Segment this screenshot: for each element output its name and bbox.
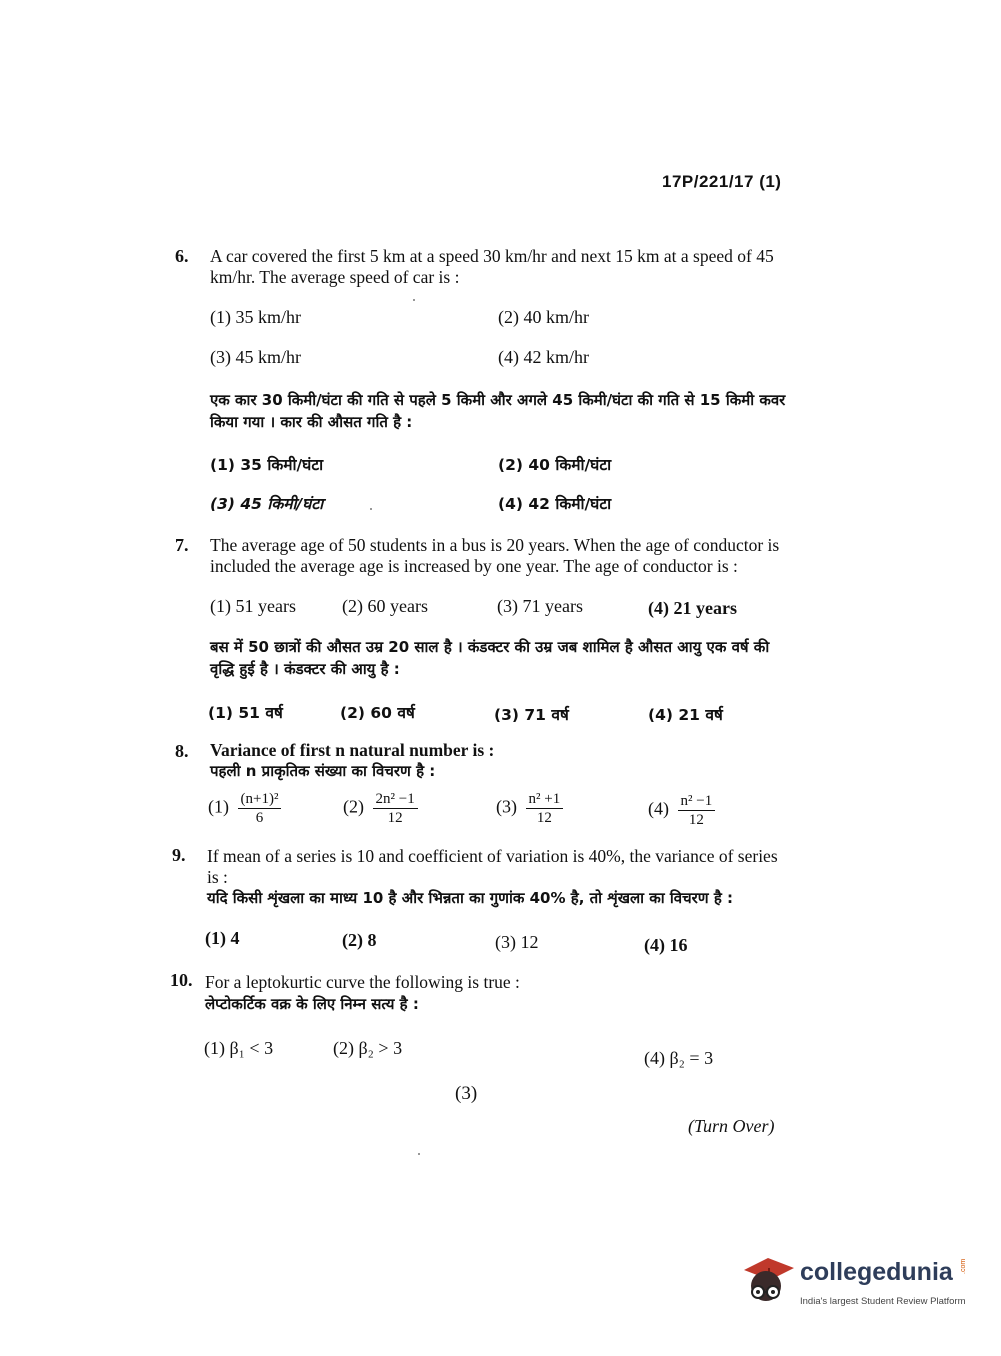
question-8-option-1 (208, 790, 281, 827)
question-8-option-4 (648, 792, 715, 829)
logo-wordmark: collegedunia (800, 1258, 953, 1286)
question-6-text-hi: एक कार 30 किमी/घंटा की गति से पहले 5 किमी और अगले 45 किमी/घंटा की गति से 15 किमी कवर किया गया । कार की औसत गति है : (210, 391, 786, 431)
option-label: (1) (208, 796, 229, 817)
question-10-option-2: (2) β₂ > 3 (333, 1038, 403, 1058)
question-9-option-4: (4) 16 (644, 935, 688, 955)
question-7-option-hi-1: (1) 51 वर्ष (208, 704, 283, 722)
scan-speck (370, 508, 372, 510)
question-7-option-1: (1) 51 years (210, 596, 296, 616)
question-9-option-3: (3) 12 (495, 932, 539, 952)
page-number: (3) (455, 1083, 478, 1104)
question-6-option-3: (3) 45 km/hr (210, 347, 301, 367)
denominator: 12 (536, 810, 552, 826)
collegedunia-logo[interactable] (738, 1248, 970, 1316)
logo-mascot-icon (738, 1248, 798, 1312)
option-label: (3) (496, 796, 517, 817)
question-9-text-en: If mean of a series is 10 and coefficient of variation is 40%, the variance of series is : (207, 846, 778, 887)
question-9-text-hi: यदि किसी शृंखला का माध्य 10 है और भिन्नता का गुणांक 40% है, तो शृंखला का विचरण है : (207, 889, 734, 907)
fraction (238, 790, 282, 827)
fraction (373, 790, 418, 827)
question-7-text-hi: बस में 50 छात्रों की औसत उम्र 20 साल है । कंडक्टर की उम्र जब शामिल है औसत आयु एक वर्ष की वृद्धि हुई है । कंडक्टर की आयु है : (210, 638, 770, 678)
question-8-number: 8. (175, 741, 189, 761)
question-6-option-hi-4: (4) 42 किमी/घंटा (498, 495, 612, 513)
question-10-option-4: (4) β₂ = 3 (644, 1048, 714, 1068)
question-7-option-hi-2: (2) 60 वर्ष (340, 704, 415, 722)
scan-speck (413, 299, 415, 301)
question-9-option-1: (1) 4 (205, 928, 240, 948)
question-7-option-hi-4: (4) 21 वर्ष (648, 706, 723, 724)
fraction (678, 792, 716, 829)
numerator: 2n² −1 (373, 790, 418, 809)
question-10-text-hi: लेप्टोकर्टिक वक्र के लिए निम्न सत्य है : (205, 995, 419, 1013)
logo-tagline: India's largest Student Review Platform (800, 1296, 966, 1307)
question-7-option-2: (2) 60 years (342, 596, 428, 616)
question-10-option-1: (1) β₁ < 3 (204, 1038, 274, 1058)
logo-com: .com (960, 1258, 967, 1274)
question-10-text-en: For a leptokurtic curve the following is true : (205, 972, 520, 992)
question-6-option-hi-1: (1) 35 किमी/घंटा (210, 456, 324, 474)
question-10-number: 10. (170, 970, 193, 990)
scan-speck (418, 1153, 420, 1155)
question-9-option-2: (2) 8 (342, 930, 377, 950)
paper-code: 17P/221/17 (1) (662, 172, 782, 191)
question-8-text-hi: पहली n प्राकृतिक संख्या का विचरण है : (210, 762, 436, 780)
option-label: (2) (343, 796, 364, 817)
question-6-text-en: A car covered the first 5 km at a speed 30 km/hr and next 15 km at a speed of 45 km/hr. The average speed of car is : (210, 246, 774, 287)
denominator: 6 (255, 810, 264, 826)
question-8-option-3 (496, 790, 563, 827)
question-8-option-2 (343, 790, 418, 827)
question-6-number: 6. (175, 246, 189, 266)
question-6-option-2: (2) 40 km/hr (498, 307, 589, 327)
denominator: 12 (387, 810, 403, 826)
question-7-option-3: (3) 71 years (497, 596, 583, 616)
question-6-option-4: (4) 42 km/hr (498, 347, 589, 367)
fraction (526, 790, 564, 827)
question-7-option-hi-3: (3) 71 वर्ष (494, 706, 569, 724)
option-label: (4) (648, 798, 669, 819)
question-6-option-1: (1) 35 km/hr (210, 307, 301, 327)
numerator: (n+1)² (238, 790, 282, 809)
question-6-option-hi-2: (2) 40 किमी/घंटा (498, 456, 612, 474)
question-9-number: 9. (172, 845, 186, 865)
question-7-option-4: (4) 21 years (648, 598, 737, 618)
turn-over-note: (Turn Over) (688, 1116, 775, 1136)
question-6-option-hi-3: (3) 45 किमी/घंटा (210, 495, 324, 513)
question-7-text-en: The average age of 50 students in a bus is 20 years. When the age of conductor is included the average age is increased by one year. The age of conductor is : (210, 535, 780, 576)
numerator: n² −1 (678, 792, 716, 811)
question-7-number: 7. (175, 535, 189, 555)
numerator: n² +1 (526, 790, 564, 809)
question-8-text-en: Variance of first n natural number is : (210, 740, 495, 760)
denominator: 12 (688, 812, 704, 828)
